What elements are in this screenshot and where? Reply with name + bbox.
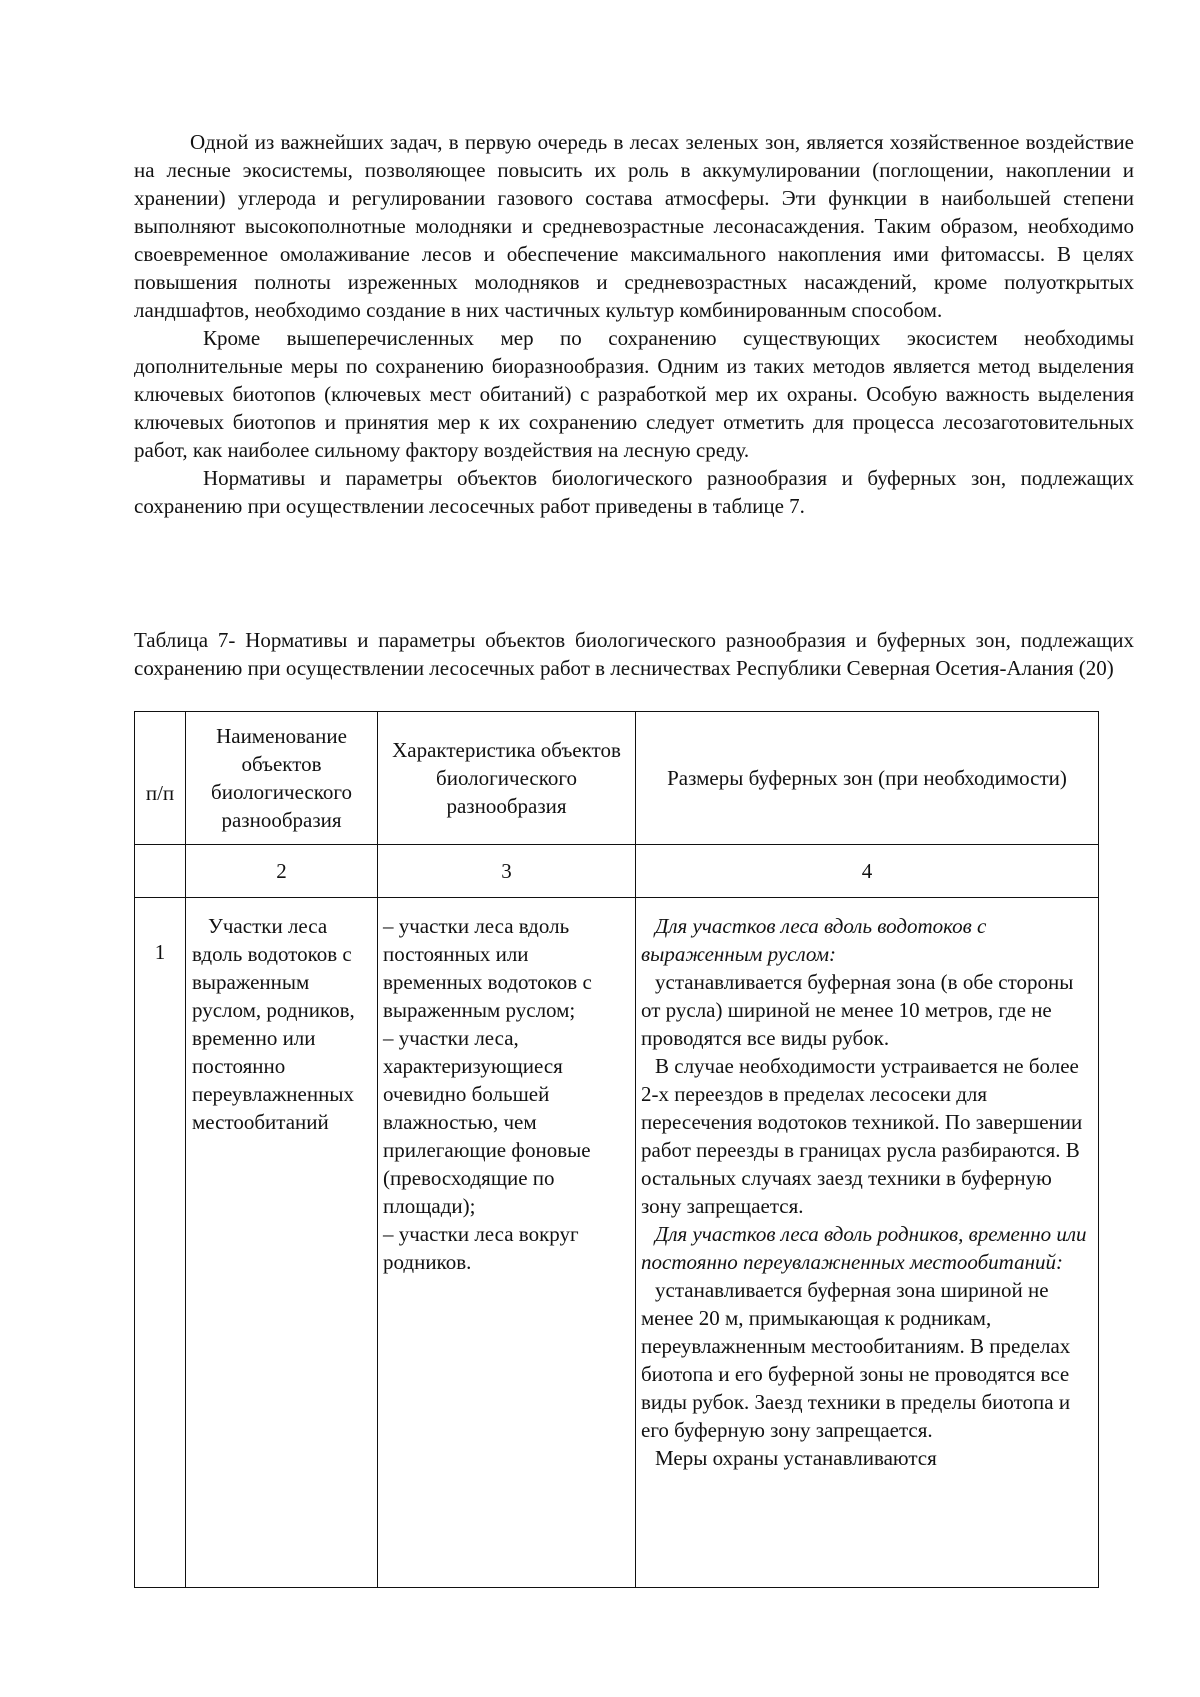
- buffer-heading: Для участков леса вдоль водотоков с выраженным руслом:: [641, 914, 987, 966]
- column-index-4: 4: [636, 845, 1099, 898]
- buffer-heading: Для участков леса вдоль родников, временно или постоянно переувлажненных местообитаний:: [641, 1222, 1087, 1274]
- column-index-2: 2: [186, 845, 378, 898]
- table-header-row: [135, 712, 1099, 845]
- buffer-text: устанавливается буферная зона шириной не менее 20 м, примыкающая к родникам, переувлажненным местообитаниям. В пределах биотопа и его буферной зоны не проводятся все виды рубок. Заезд техники в пределы биотопа и его буферную зону запрещается.: [641, 1278, 1071, 1442]
- characteristic-item: – участки леса вокруг родников.: [383, 1222, 579, 1274]
- characteristic-item: – участки леса, характеризующиеся очевидно большей влажностью, чем прилегающие фоновые (превосходящие по площади);: [383, 1026, 591, 1218]
- paragraph-3: Нормативы и параметры объектов биологического разнообразия и буферных зон, подлежащих сохранению при осуществлении лесосечных работ приведены в таблице 7.: [134, 466, 1134, 518]
- column-index-1: [135, 845, 186, 898]
- table-caption: Таблица 7- Нормативы и параметры объектов биологического разнообразия и буферных зон, подлежащих сохранению при осуществлении лесосечных работ в лесничествах Республики Северная Осетия-Алания (20): [134, 628, 1134, 680]
- table-row: [135, 898, 1099, 1588]
- characteristic-item: – участки леса вдоль постоянных или временных водотоков с выраженным руслом;: [383, 914, 592, 1022]
- header-name: Наименование объектов биологического разнообразия: [186, 712, 378, 845]
- column-index-3: 3: [378, 845, 636, 898]
- row-name: Участки леса вдоль водотоков с выраженным руслом, родников, временно или постоянно переувлажненных местообитаний: [192, 914, 355, 1134]
- buffer-text: устанавливается буферная зона (в обе стороны от русла) шириной не менее 10 метров, где не проводятся все виды рубок.: [641, 970, 1074, 1050]
- header-characteristic: Характеристика объектов биологического разнообразия: [378, 712, 636, 845]
- paragraph-1: Одной из важнейших задач, в первую очередь в лесах зеленых зон, является хозяйственное воздействие на лесные экосистемы, позволяющее повысить их роль в аккумулировании (поглощении, накоплении и хранении) углерода и регулировании газового состава атмосферы. Эти функции в наибольшей степени выполняют высокополнотные молодняки и средневозрастные лесонасаждения. Таким образом, необходимо своевременное омолаживание лесов и обеспечение максимального накопления ими фитомассы. В целях повышения полноты изреженных молодняков и средневозрастных насаждений, кроме полуоткрытых ландшафтов, необходимо создание в них частичных культур комбинированным способом.: [134, 130, 1134, 322]
- body-text: [134, 128, 1134, 520]
- header-buffer: Размеры буферных зон (при необходимости): [636, 712, 1099, 845]
- row-num: 1: [135, 898, 186, 1588]
- row-buffer-cell: [636, 898, 1099, 1588]
- header-num: п/п: [135, 712, 186, 845]
- buffer-text: В случае необходимости устраивается не более 2-х переездов в пределах лесосеки для пересечения водотоков техникой. По завершении работ переезды в границах русла разбираются. В остальных случаях заезд техники в буферную зону запрещается.: [641, 1054, 1083, 1218]
- row-name-cell: [186, 898, 378, 1588]
- column-index-row: [135, 845, 1099, 898]
- row-characteristic-cell: [378, 898, 636, 1588]
- paragraph-2: Кроме вышеперечисленных мер по сохранению существующих экосистем необходимы дополнительные меры по сохранению биоразнообразия. Одним из таких методов является метод выделения ключевых биотопов (ключевых мест обитаний) с разработкой мер их охраны. Особую важность выделения ключевых биотопов и принятия мер к их сохранению следует отметить для процесса лесозаготовительных работ, как наиболее сильному фактору воздействия на лесную среду.: [134, 326, 1134, 462]
- norms-table: [134, 711, 1099, 1588]
- buffer-text: Меры охраны устанавливаются: [655, 1446, 937, 1470]
